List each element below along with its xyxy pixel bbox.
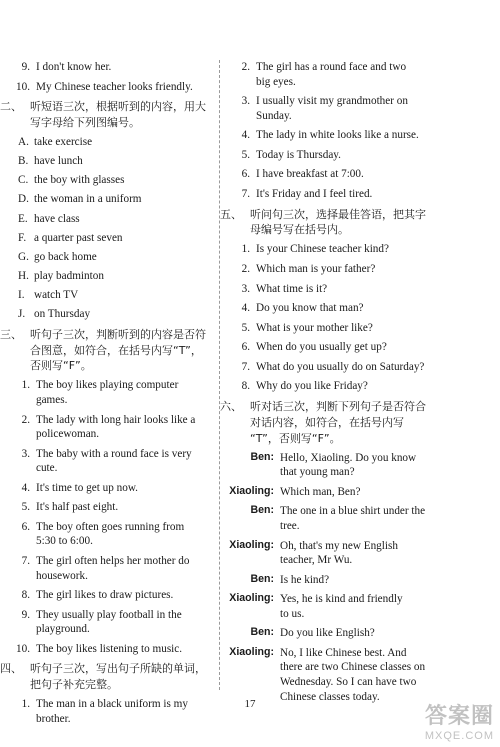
dialog-line: Xiaoling: Oh, that's my new English teacher, Mr Wu. bbox=[229, 538, 398, 567]
dialog-line: Ben: Hello, Xiaoling. Do you know that young man? bbox=[250, 450, 417, 479]
list-item: 4. It's time to get up now. bbox=[21, 481, 138, 494]
list-item: 9. They usually play football in the playground. bbox=[21, 608, 182, 636]
section-heading-5: 五、 听问句三次，选择最佳答语，把其字 母编号写在括号内。 bbox=[220, 207, 426, 237]
list-item: 5. Today is Thursday. bbox=[241, 148, 341, 161]
list-item: 3. The baby with a round face is very cute. bbox=[21, 447, 192, 475]
list-item: 6. When do you usually get up? bbox=[241, 341, 387, 354]
column-divider bbox=[219, 60, 220, 690]
option-item: A. take exercise bbox=[18, 136, 93, 148]
dialog-line: Xiaoling: Which man, Ben? bbox=[229, 484, 361, 498]
option-item: F. a quarter past seven bbox=[18, 231, 123, 244]
option-item: C. the boy with glasses bbox=[18, 174, 125, 187]
option-item: B. have lunch bbox=[18, 155, 83, 168]
option-item: I. watch TV bbox=[18, 289, 79, 302]
list-item: 2. The lady with long hair looks like a policewoman. bbox=[21, 413, 196, 441]
list-item: 9. I don't know her. bbox=[21, 61, 112, 73]
list-item: 6. The boy often goes running from 5:30 to 6:00. bbox=[21, 520, 185, 548]
list-item: 1. Is your Chinese teacher kind? bbox=[241, 243, 389, 256]
watermark-logo: 答案圈 MXQE.COM bbox=[424, 704, 494, 742]
left-column bbox=[0, 60, 217, 731]
list-item: 2. The girl has a round face and two big eyes. bbox=[241, 61, 407, 88]
list-item: 1. The boy likes playing computer games. bbox=[21, 379, 179, 406]
option-item: H. play badminton bbox=[18, 270, 104, 283]
list-item: 10. My Chinese teacher looks friendly. bbox=[16, 80, 193, 93]
dialog-line: Ben: Is he kind? bbox=[250, 572, 330, 586]
option-item: J. on Thursday bbox=[18, 308, 91, 321]
list-item: 10. The boy likes listening to music. bbox=[16, 642, 183, 655]
list-item: 7. It's Friday and I feel tired. bbox=[241, 187, 373, 200]
list-item: 1. The man in a black uniform is my brother. bbox=[21, 698, 188, 725]
section-heading-4: 四、 听句子三次，写出句子所缺的单词， 把句子补充完整。 bbox=[0, 662, 206, 692]
option-item: G. go back home bbox=[18, 250, 97, 263]
section-heading-2: 二、 听短语三次，根据听到的内容，用大 写字母给下列图编号。 bbox=[0, 100, 206, 130]
dialog-line: Ben: Do you like English? bbox=[250, 626, 375, 640]
option-item: E. have class bbox=[18, 212, 80, 225]
page-number: 17 bbox=[244, 698, 256, 710]
list-item: 7. What do you usually do on Saturday? bbox=[241, 360, 425, 373]
list-item: 4. The lady in white looks like a nurse. bbox=[241, 129, 419, 142]
list-item: 3. What time is it? bbox=[241, 282, 328, 295]
list-item: 8. Why do you like Friday? bbox=[241, 380, 368, 393]
section-heading-6: 六、 听对话三次，判断下列句子是否符合 对话内容，如符合，在括号内写 “T”，否则写“F”。 bbox=[220, 399, 426, 445]
option-item: D. the woman in a uniform bbox=[18, 193, 142, 206]
list-item: 2. Which man is your father? bbox=[241, 262, 376, 275]
section-heading-3: 三、 听句子三次，判断听到的内容是否符 合图意，如符合，在括号内写“T”， 否则写“F”。 bbox=[0, 327, 206, 373]
dialog-line: Xiaoling: Yes, he is kind and friendly to us. bbox=[229, 592, 403, 620]
list-item: 5. It's half past eight. bbox=[21, 501, 119, 514]
list-item: 8. The girl likes to draw pictures. bbox=[21, 589, 174, 602]
dialog-line: Xiaoling: No, I like Chinese best. And there are two Chinese classes on Wednesday. So I can have two Chinese classes today. bbox=[229, 645, 426, 703]
list-item: 7. The girl often helps her mother do housework. bbox=[21, 555, 190, 582]
list-item: 6. I have breakfast at 7:00. bbox=[241, 168, 364, 181]
list-item: 3. I usually visit my grandmother on Sunday. bbox=[241, 95, 408, 122]
list-item: 4. Do you know that man? bbox=[241, 302, 364, 315]
right-column bbox=[220, 60, 492, 709]
dialog-line: Ben: The one in a blue shirt under the tree. bbox=[250, 504, 426, 532]
list-item: 5. What is your mother like? bbox=[241, 321, 373, 334]
